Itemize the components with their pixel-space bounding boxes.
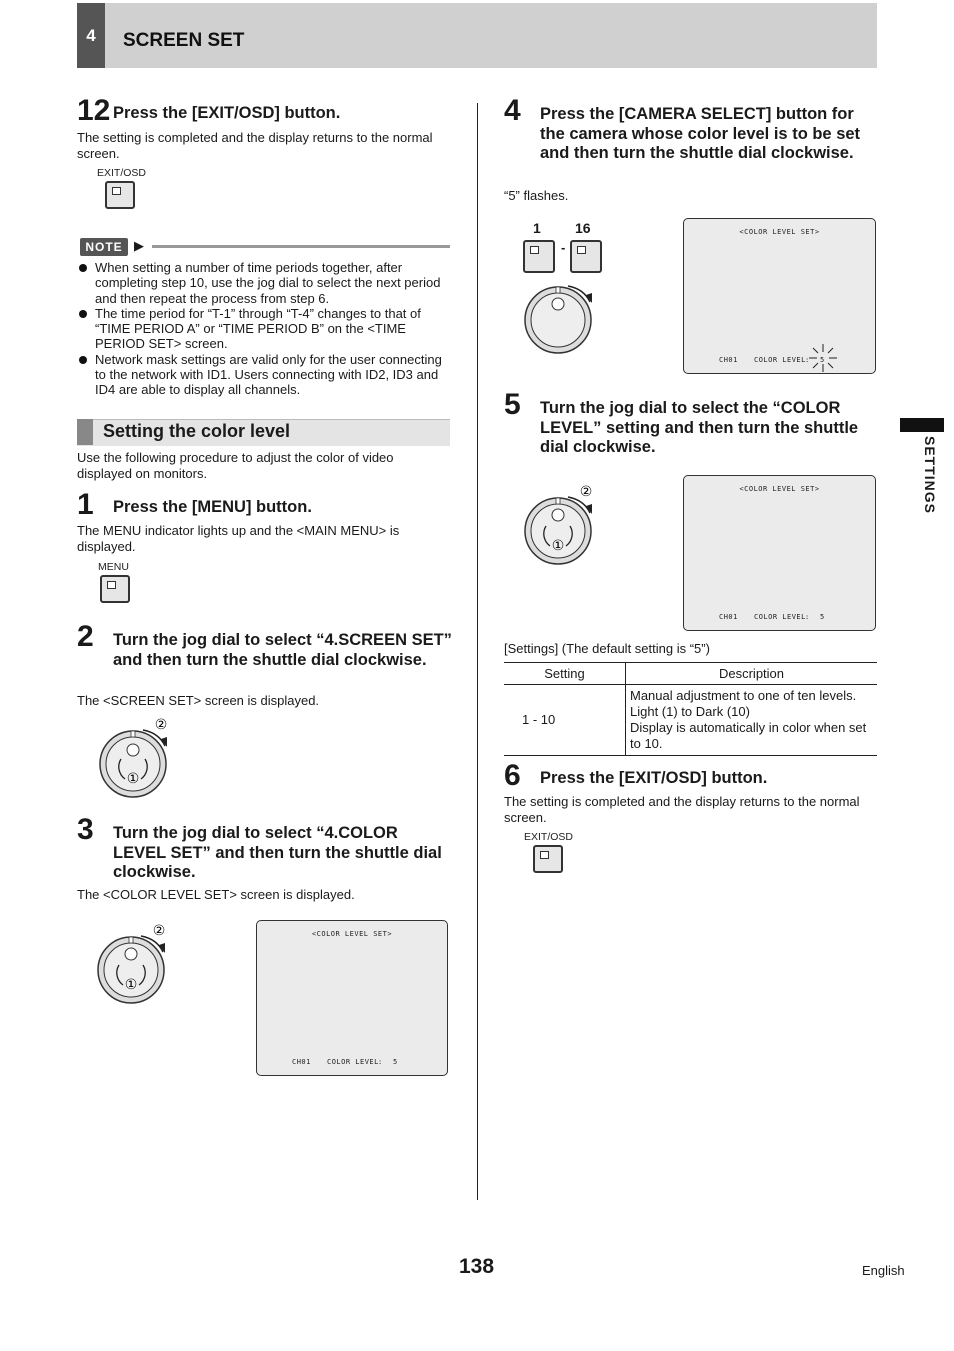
camera-select-button-icon <box>570 240 602 273</box>
dial-marker-2: ② <box>154 717 168 733</box>
monitor-title: <COLOR LEVEL SET> <box>739 228 820 236</box>
step-4-title: Press the [CAMERA SELECT] button for the camera whose color level is to be set and then turn the shuttle dial clockwise. <box>540 105 861 162</box>
camera-select-button-icon <box>523 240 555 273</box>
table-cell-setting: 1 - 10 <box>504 685 626 756</box>
monitor-item: COLOR LEVEL <box>754 356 806 364</box>
camera-button-label-16: 16 <box>575 220 591 236</box>
chapter-title: SCREEN SET <box>123 30 245 51</box>
column-divider <box>477 103 478 1200</box>
menu-label: MENU <box>98 561 129 573</box>
exit-osd-button-icon <box>533 845 563 873</box>
description-line: Manual adjustment to one of ten levels. <box>630 688 857 703</box>
step-3-title: Turn the jog dial to select “4.COLOR LEVEL SET” and then turn the shuttle dial clockwise. <box>113 824 442 881</box>
side-tab-label: SETTINGS <box>922 436 938 515</box>
side-tab-marker <box>900 418 944 432</box>
page-number: 138 <box>459 1255 495 1278</box>
step-3-body: The <COLOR LEVEL SET> screen is displayed. <box>77 887 355 902</box>
monitor-title: <COLOR LEVEL SET> <box>739 485 820 493</box>
jog-shuttle-dial-icon <box>95 713 175 803</box>
description-line: Display is automatically in color when set to 10. <box>630 720 867 751</box>
camera-button-dash: - <box>561 240 566 255</box>
dial-marker-2: ② <box>152 923 166 939</box>
exit-osd-label: EXIT/OSD <box>97 167 147 179</box>
step-12-body: The setting is completed and the display returns to the normal screen. <box>77 130 433 161</box>
camera-button-label-1: 1 <box>533 220 541 236</box>
step-2-number: 2 <box>77 620 94 653</box>
monitor-value: 5 <box>393 1058 398 1066</box>
step-4-body: “5” flashes. <box>504 188 569 203</box>
monitor-value: 5 <box>820 356 825 364</box>
jog-shuttle-dial-icon <box>520 480 600 570</box>
step-3-number: 3 <box>77 813 94 846</box>
table-header-description: Description <box>626 663 878 685</box>
table-header-setting: Setting <box>504 663 626 685</box>
step-6-title: Press the [EXIT/OSD] button. <box>540 769 768 787</box>
monitor-screen <box>683 218 876 374</box>
monitor-channel: CH01 <box>719 613 738 621</box>
note-list <box>77 260 452 398</box>
note-rule <box>152 245 450 248</box>
shuttle-dial-icon <box>520 278 600 358</box>
dial-marker-1: ① <box>126 771 140 787</box>
dial-marker-2: ② <box>579 484 593 500</box>
note-item: Network mask settings are valid only for the user connecting to the network with ID1. Users connecting with ID2, ID3 and ID4 are able to display all channels. <box>77 352 452 398</box>
monitor-screen <box>256 920 448 1076</box>
jog-shuttle-dial-icon <box>93 919 173 1009</box>
dial-marker-1: ① <box>551 538 565 554</box>
note-item: The time period for “T-1” through “T-4” changes to that of “TIME PERIOD A” or “TIME PERIOD B” on the <TIME PERIOD SET> screen. <box>77 306 452 352</box>
description-line: Light (1) to Dark (10) <box>630 704 750 719</box>
settings-caption: [Settings] (The default setting is “5”) <box>504 641 710 656</box>
step-2-body: The <SCREEN SET> screen is displayed. <box>77 693 320 708</box>
monitor-title: <COLOR LEVEL SET> <box>311 930 393 938</box>
monitor-channel: CH01 <box>292 1058 311 1066</box>
step-2-title: Turn the jog dial to select “4.SCREEN SET” and then turn the shuttle dial clockwise. <box>113 631 452 669</box>
exit-osd-button-icon <box>105 181 135 209</box>
step-6-body: The setting is completed and the display returns to the normal screen. <box>504 794 860 825</box>
exit-osd-label: EXIT/OSD <box>524 831 574 843</box>
section-title: Setting the color level <box>103 421 291 441</box>
monitor-item: COLOR LEVEL <box>754 613 806 621</box>
note-item: When setting a number of time periods together, after completing step 10, use the jog dial to select the next period and then repeat the process from step 6. <box>77 260 452 306</box>
step-1-number: 1 <box>77 488 94 521</box>
monitor-separator: : <box>378 1058 383 1066</box>
section-marker <box>77 419 93 445</box>
language-label: English <box>862 1263 905 1278</box>
settings-table <box>504 662 877 756</box>
table-cell-description <box>626 685 878 756</box>
table-row <box>504 685 877 756</box>
monitor-separator: : <box>805 356 810 364</box>
menu-button-icon <box>100 575 130 603</box>
monitor-channel: CH01 <box>719 356 738 364</box>
dial-marker-1: ① <box>124 977 138 993</box>
section-intro: Use the following procedure to adjust the color of video displayed on monitors. <box>77 450 394 481</box>
monitor-value: 5 <box>820 613 825 621</box>
monitor-screen <box>683 475 876 631</box>
flash-burst-icon <box>808 343 838 373</box>
step-4-number: 4 <box>504 94 521 127</box>
step-5-number: 5 <box>504 388 521 421</box>
monitor-item: COLOR LEVEL <box>327 1058 379 1066</box>
step-12-title: Press the [EXIT/OSD] button. <box>113 104 341 122</box>
chapter-number: 4 <box>77 3 105 68</box>
monitor-separator: : <box>805 613 810 621</box>
step-6-number: 6 <box>504 759 521 792</box>
step-1-body: The MENU indicator lights up and the <MAIN MENU> is displayed. <box>77 523 400 554</box>
step-1-title: Press the [MENU] button. <box>113 498 312 516</box>
note-arrow-icon: ▶ <box>134 238 144 253</box>
step-12-number: 12 <box>77 94 111 127</box>
step-5-title: Turn the jog dial to select the “COLOR LEVEL” setting and then turn the shuttle dial clockwise. <box>540 399 859 456</box>
note-tag: NOTE <box>80 238 128 256</box>
